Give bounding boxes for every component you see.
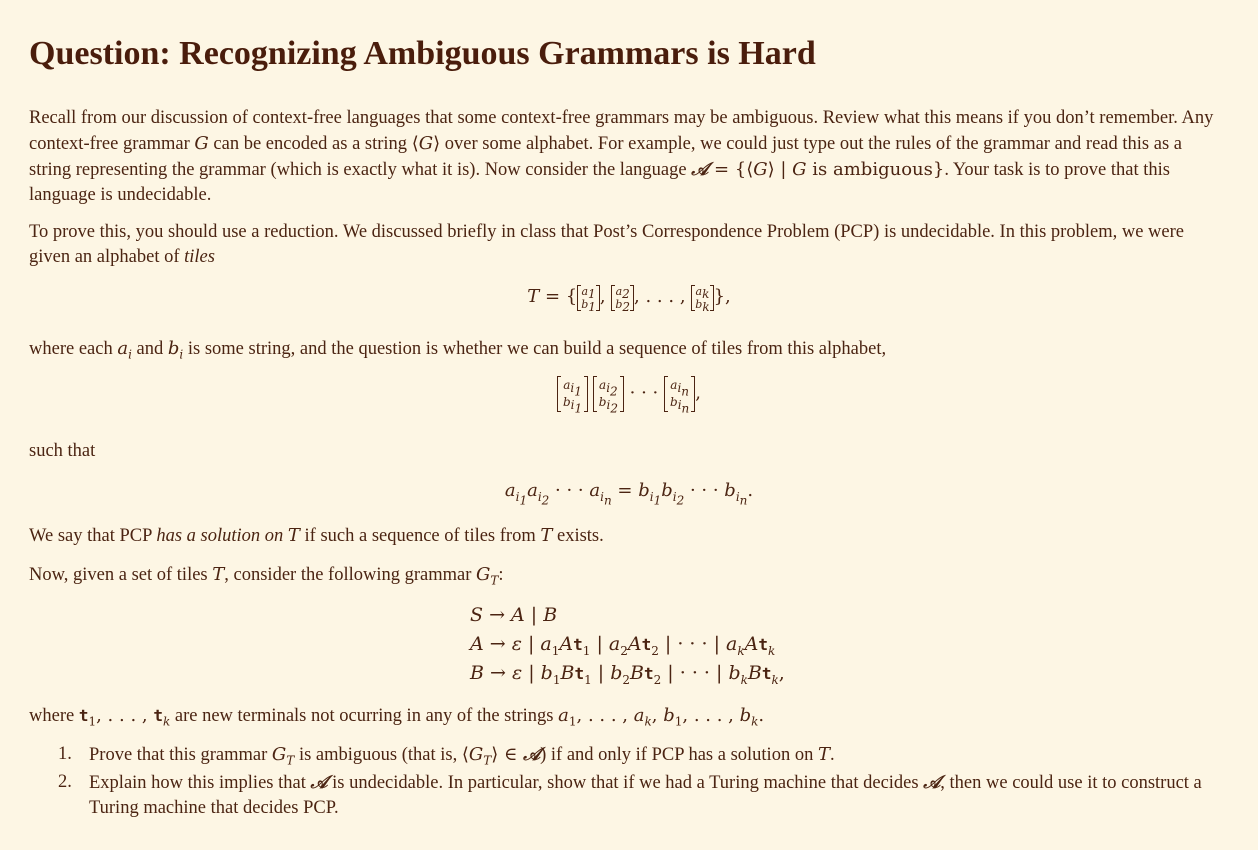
grammar-intro-paragraph: Now, given a set of tiles T, consider the following grammar $G_T$: <box>29 564 504 588</box>
list-item: 2. Explain how this implies that 𝒜 is undecidable. In particular, show that if we had a Turing machine that decides 𝒜, then we could use it to construct a Turing machine that decides PCP. <box>58 772 1202 818</box>
tile-set-equation: T = { $a_1$ $b_1$ , $a_2$ $b_2$ , . . . , $a_k$ $b_k$ }, <box>527 284 731 314</box>
grammar-rule-a: A → ε | $a_1At_1$ | $a_2At_2$ | · · · | $a_kAt_k$ <box>470 632 776 658</box>
list-item: 1. Prove that this grammar $G_T$ is ambiguous (that is, $⟨G_T⟩$ ∈ 𝒜) if and only if PCP has a solution on T. <box>58 744 835 768</box>
tile-description-paragraph: where each $a_i$ and $b_i$ is some string, and the question is whether we can build a sequence of tiles from this alphabet, <box>29 338 887 362</box>
grammar-rules <box>470 601 785 689</box>
grammar-rule-b: B → ε | $b_1Bt_1$ | $b_2Bt_2$ | · · · | $b_kBt_k$, <box>470 662 785 687</box>
reduction-paragraph: To prove this, you should use a reduction. We discussed briefly in class that Post’s Correspondence Problem (PCP) is undecidable. In this problem, we were given an alphabet of tiles <box>29 222 1184 267</box>
such-that-text: such that <box>29 441 96 461</box>
tile-sequence-equation: $a_{i_1}$ $b_{i_1}$ $a_{i_2}$ $b_{i_2}$ · · · $a_{i_n}$ $b_{i_n}$ , <box>0 376 1258 412</box>
solution-definition-paragraph: We say that PCP has a solution on T if such a sequence of tiles from T exists. <box>29 525 604 546</box>
intro-paragraph: Recall from our discussion of context-free languages that some context-free grammars may be ambiguous. Review what this means if you don’t remember. Any context-free grammar G can be encoded as a string ⟨G⟩ over some alphabet. For example, we could just type out the rules of the grammar and read this as a string representing the grammar (which is exactly what it is). Now consider the language 𝒜 = {⟨G⟩ | G is ambiguous}. Your task is to prove that this language is undecidable. <box>29 108 1214 205</box>
terminals-paragraph: where $t_1$, . . . , $t_k$ are new terminals not ocurring in any of the strings $a_1$, . . . , $a_k$, $b_1$, . . . , $b_k$. <box>29 705 765 729</box>
grammar-rule-s: S → A | B <box>470 604 558 626</box>
language-definition: 𝒜 = {⟨G⟩ | G is ambiguous} <box>691 159 945 180</box>
page-title: Question: Recognizing Ambiguous Grammars is Hard <box>29 35 816 72</box>
task-list <box>29 742 1220 823</box>
match-equation: $a_{i_1}a_{i_2}$ · · · $a_{i_n} = b_{i_1}b_{i_2}$ · · · $b_{i_n}$. <box>504 480 754 507</box>
